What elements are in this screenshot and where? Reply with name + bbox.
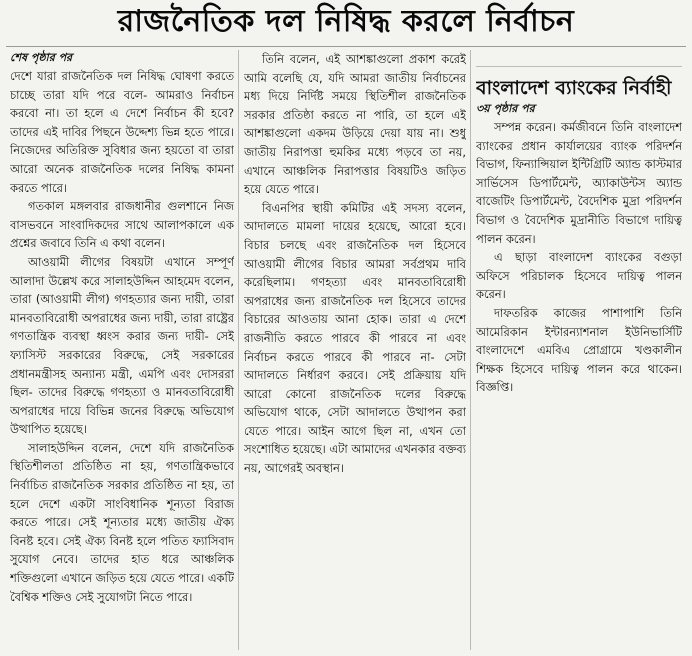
story-paragraph: দেশে যারা রাজনৈতিক দল নিষিদ্ধ ঘোষণা করতে চাচ্ছে তারা যদি পরে বলে- আমরাও নির্বাচন করবো না। তা হলে এ দেশে নির্বাচন কী হবে? তাদের এই দাবির পিছনে উদ্দেশ্য ভিন্ন হতে পারে। নিজেদের অতিরিক্ত সুবিধার জন্য হয়তো বা তারা আরো অনেক রাজনৈতিক দলের নিষিদ্ধ কামনা করতে পারে। xyxy=(10,69,234,195)
story2-paragraph: দাফতরিক কাজের পাশাপাশি তিনি আমেরিকান ইন্টারন্যাশনাল ইউনিভার্সিটি বাংলাদেশে এমবিএ প্রোগ্রামে খণ্ডকালীন শিক্ষক হিসেবে দায়িত্ব পালন করে থাকেন। বিজ্ঞপ্তি। xyxy=(476,305,682,395)
column-1 xyxy=(10,50,234,650)
story-paragraph: গতকাল মঙ্গলবার রাজধানীর গুলশানে নিজ বাসভবনে সাংবাদিকদের সাথে আলাপকালে এক প্রশ্নের জবাবে তিনি এ কথা বলেন। xyxy=(10,199,234,251)
story-paragraph: আওয়ামী লীগের বিষয়টা এখানে সম্পূর্ণ আলাদা উল্লেখ করে সালাহউদ্দিন আহমেদ বলেন, তারা (আওয়ামী লীগ) গণহত্যার জন্য দায়ী, তারা মানবতাবিরোধী অপরাধের জন্য দায়ী, তারা রাষ্ট্রের গণতান্ত্রিক ব্যবস্থা ধ্বংস করার জন্য দায়ী- সেই ফ্যাসিস্ট সরকারের বিরুদ্ধে, সেই সরকারের প্রধানমন্ত্রীসহ অন্যান্য মন্ত্রী, এমপি এবং দোসররা ছিল- তাদের বিরুদ্ধে গণহত্যা ও মানবতাবিরোধী অপরাধের দায়ে বিভিন্ন জনের বিরুদ্ধে অভিযোগ উত্থাপিত হয়েছে। xyxy=(10,254,234,437)
headline-divider xyxy=(6,46,686,47)
story2-kicker: ৩য় পৃষ্ঠার পর xyxy=(476,102,535,115)
story-kicker: শেষ পৃষ্ঠার পর xyxy=(10,51,73,64)
page-headline: রাজনৈতিক দল নিষিদ্ধ করলে নির্বাচন xyxy=(117,4,575,39)
column-2 xyxy=(244,50,466,650)
story-paragraph: সালাহউদ্দিন বলেন, দেশে যদি রাজনৈতিক স্থিতিশীলতা প্রতিষ্ঠিত না হয়, গণতান্ত্রিকভাবে নির্বাচিত রাজনৈতিক সরকার প্রতিষ্ঠিত না হয়, তা হলে দেশে একটা সাংবিধানিক শূন্যতা বিরাজ করতে পারে। সেই শূন্যতার মধ্যে জাতীয় ঐক্য বিনষ্ট হবে। সেই ঐক্য বিনষ্ট হলে পতিত ফ্যাসিবাদ সুযোগ নেবে। তাদের হাত ধরে আঞ্চলিক শক্তিগুলো এখানে জড়িত হয়ে যেতে পারে। একটি বৈশ্বিক শক্তিও সেই সুযোগটা নিতে পারে। xyxy=(10,440,234,604)
story2-headline: বাংলাদেশ ব্যাংকের নির্বাহী xyxy=(476,66,682,101)
column-3 xyxy=(476,50,682,650)
story2-paragraph: এ ছাড়া বাংলাদেশ ব্যাংকের বগুড়া অফিসে পরিচালক হিসেবে দায়িত্ব পালন করেন। xyxy=(476,250,682,302)
story-paragraph: বিএনপির স্থায়ী কমিটির এই সদস্য বলেন, আদালতে মামলা দায়ের হয়েছে, আরো হবে। বিচার চলছে এবং রাজনৈতিক দল হিসেবে আওয়ামী লীগের বিচার আমরা সর্বপ্রথম দাবি করেছিলাম। গণহত্যা এবং মানবতাবিরোধী অপরাধের জন্য রাজনৈতিক দল হিসেবে তাদের বিচারের আওতায় আনা হোক। তারা এ দেশে রাজনীতি করতে পারবে কী পারবে না এবং নির্বাচন করতে পারবে কী পারবে না- সেটা আদালতে নির্ধারণ করবে। সেই প্রক্রিয়ায় যদি আরো কোনো রাজনৈতিক দলের বিরুদ্ধে অভিযোগ থাকে, সেটা আদালতে উত্থাপন করা যেতে পারে। আইন আগে ছিল না, এখন তো সংশোধিত হয়েছে। এটা আমাদের এখনকার বক্তব্য নয়, আগেরই অবস্থান। xyxy=(244,200,466,476)
story2-block xyxy=(476,66,682,397)
story-paragraph: তিনি বলেন, এই আশঙ্কাগুলো প্রকাশ করেই আমি বলেছি যে, যদি আমরা জাতীয় নির্বাচনের মধ্য দিয়ে নির্দিষ্ট সময়ে স্থিতিশীল রাজনৈতিক সরকার প্রতিষ্ঠা করতে না পারি, তা হলে এই আশঙ্কাগুলো একদম উড়িয়ে দেয়া যায় না। শুধু জাতীয় নিরাপত্তা হুমকির মধ্যে পড়বে তা নয়, এখানে আঞ্চলিক নিরাপত্তার বিষয়টিও জড়িত হয়ে যেতে পারে। xyxy=(244,52,466,197)
story2-paragraph: সম্পন্ন করেন। কর্মজীবনে তিনি বাংলাদেশ ব্যাংকের প্রধান কার্যালয়ের ব্যাংক পরিদর্শন বিভাগ, ফিন্যান্সিয়াল ইন্টিগ্রিটি অ্যান্ড কাস্টমার সার্ভিসেস ডিপার্টমেন্ট, অ্যাকাউন্টস অ্যান্ড বাজেটিং ডিপার্টমেন্ট, বৈদেশিক মুদ্রা পরিদর্শন বিভাগ ও বৈদেশিক মুদ্রানীতি বিভাগে দায়িত্ব পালন করেন। xyxy=(476,120,682,246)
column-divider xyxy=(238,50,239,650)
column-divider xyxy=(470,50,471,650)
